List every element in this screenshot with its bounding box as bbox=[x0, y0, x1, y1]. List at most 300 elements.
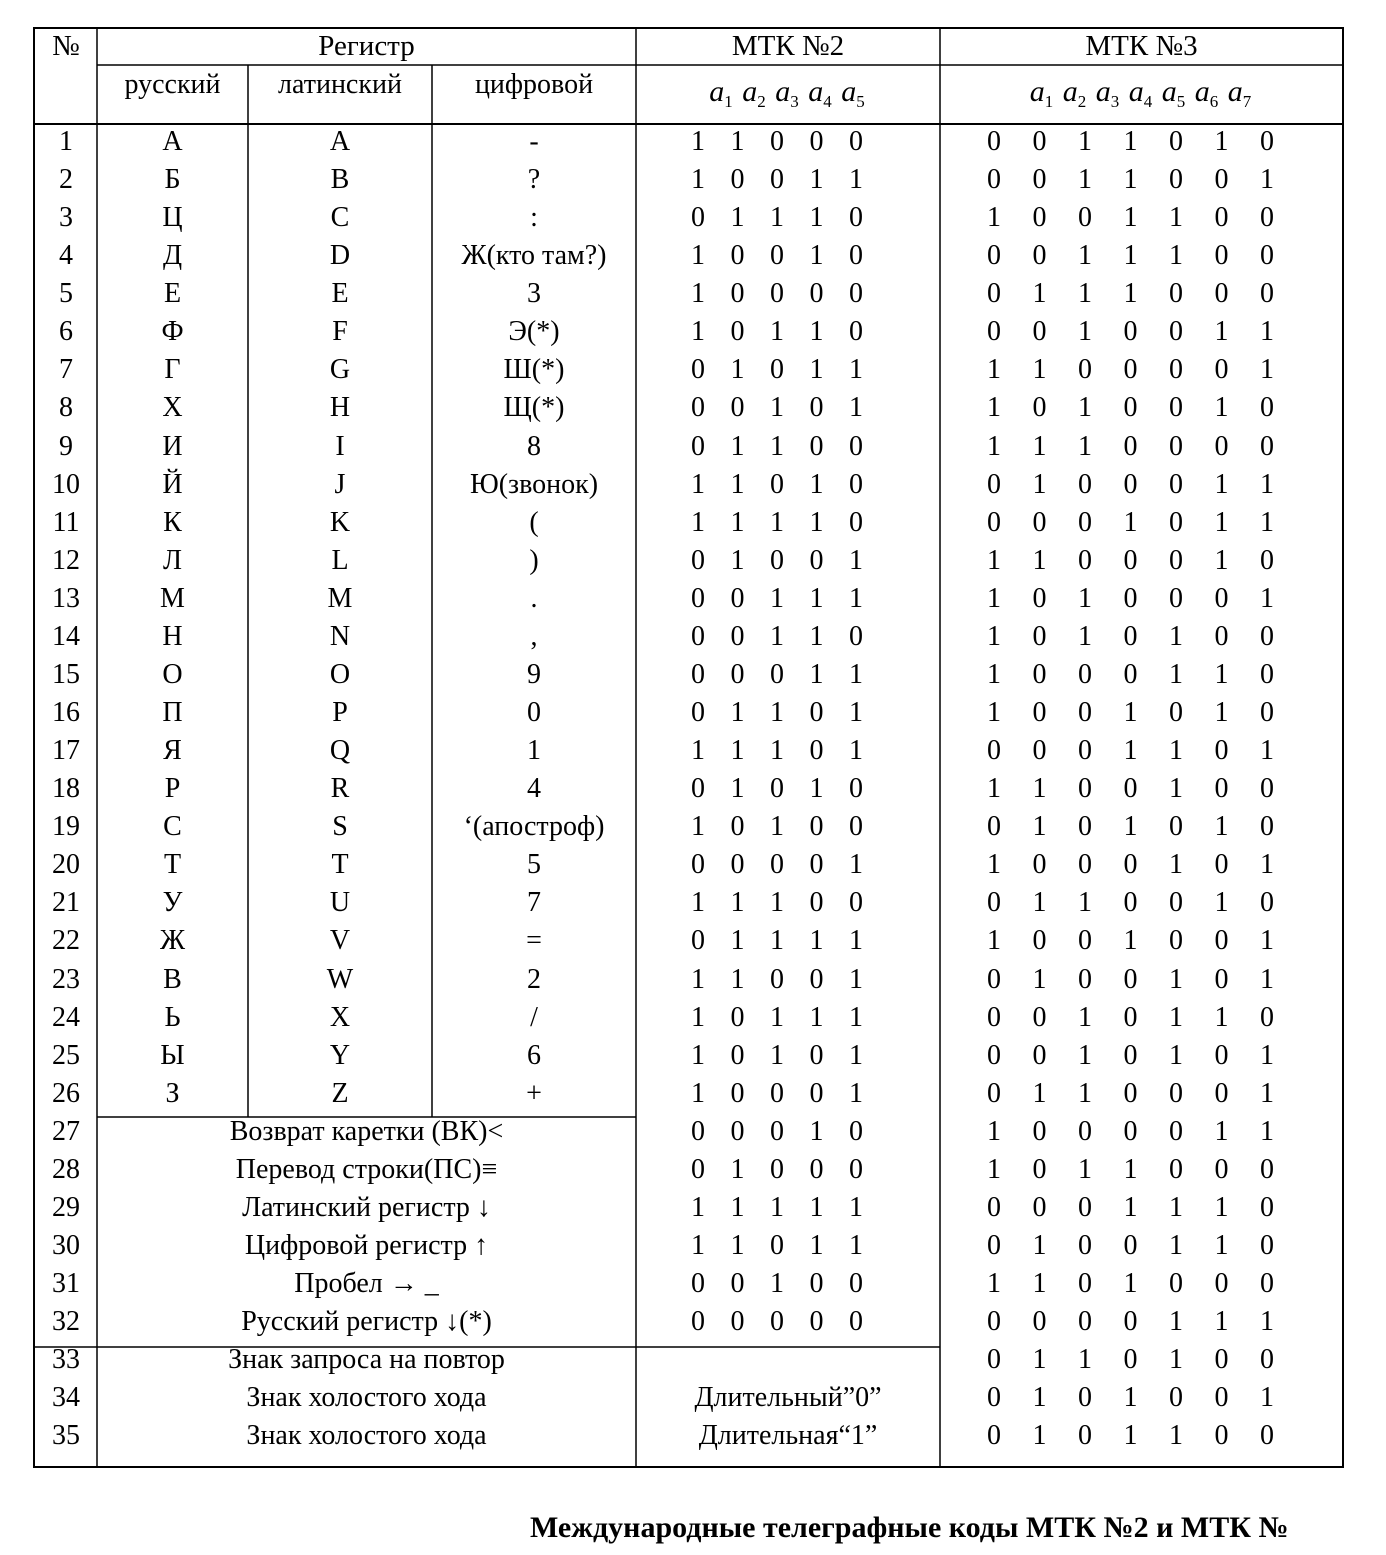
cell-digital: ? bbox=[527, 164, 541, 196]
code-bit: 1 bbox=[1169, 963, 1183, 995]
cell-russian: Ь bbox=[164, 1001, 181, 1033]
code-bit: 1 bbox=[809, 582, 824, 614]
code-bit: 0 bbox=[1214, 164, 1229, 196]
cell-russian: Х bbox=[162, 392, 183, 424]
code-bit: 0 bbox=[987, 506, 1001, 538]
code-bit: 1 bbox=[987, 354, 1001, 386]
code-bit: 0 bbox=[1214, 354, 1229, 386]
code-bit: 0 bbox=[1260, 811, 1274, 843]
code-bit: 1 bbox=[1169, 620, 1183, 652]
cell-digital: , bbox=[530, 620, 538, 652]
table-caption: Международные телеграфные коды МТК №2 и МТК № bbox=[530, 1511, 1289, 1544]
row-number: 16 bbox=[52, 697, 80, 729]
code-bit: 1 bbox=[1260, 468, 1274, 500]
code-bit: 0 bbox=[1078, 354, 1092, 386]
cell-mtk2-service: Длительный”0” bbox=[694, 1382, 882, 1414]
code-bit: 1 bbox=[1214, 126, 1229, 157]
cell-russian: Е bbox=[163, 278, 182, 310]
cell-latin: U bbox=[329, 887, 351, 919]
code-bit: 0 bbox=[1123, 544, 1138, 576]
code-bit: 0 bbox=[1260, 1344, 1274, 1376]
code-bit: 0 bbox=[1214, 1420, 1229, 1452]
code-bit: 0 bbox=[1169, 430, 1183, 462]
cell-digital: 6 bbox=[527, 1039, 541, 1071]
code-bit: 0 bbox=[770, 1306, 784, 1338]
code-bit: 1 bbox=[849, 925, 863, 957]
code-bit: 0 bbox=[1078, 735, 1092, 767]
cell-latin: Q bbox=[329, 735, 351, 767]
code-bit: 1 bbox=[770, 202, 784, 234]
code-bit: 0 bbox=[1169, 278, 1183, 310]
code-bit: 0 bbox=[1032, 392, 1047, 424]
cell-digital: 2 bbox=[527, 963, 541, 995]
code-bit: 0 bbox=[1169, 887, 1183, 919]
bit-label: $a_3$ bbox=[1095, 75, 1120, 111]
code-bit: 0 bbox=[987, 240, 1001, 272]
code-bit: 1 bbox=[1123, 164, 1138, 196]
code-bit: 0 bbox=[809, 544, 824, 576]
code-bit: 0 bbox=[987, 316, 1001, 348]
code-bit: 0 bbox=[1123, 658, 1138, 690]
code-bit: 1 bbox=[809, 164, 824, 196]
code-bit: 1 bbox=[809, 354, 824, 386]
code-bit: 0 bbox=[1260, 202, 1274, 234]
cell-russian: Ф bbox=[161, 316, 184, 348]
code-bit: 0 bbox=[1123, 430, 1138, 462]
header-russian: русский bbox=[124, 69, 221, 100]
code-bit: 1 bbox=[770, 1001, 784, 1033]
code-bit: 1 bbox=[1123, 1382, 1138, 1414]
code-bit: 0 bbox=[1032, 620, 1047, 652]
code-bit: 0 bbox=[1032, 582, 1047, 614]
code-bit: 0 bbox=[987, 1077, 1001, 1109]
code-bit: 1 bbox=[1260, 1382, 1274, 1414]
code-bit: 0 bbox=[1078, 697, 1092, 729]
code-bit: 1 bbox=[809, 925, 824, 957]
table-grid bbox=[33, 27, 1344, 1468]
code-bit: 1 bbox=[1123, 278, 1138, 310]
code-bit: 1 bbox=[730, 697, 745, 729]
code-bit: 1 bbox=[809, 1115, 824, 1147]
code-bit: 0 bbox=[1260, 658, 1274, 690]
cell-russian: С bbox=[163, 811, 182, 843]
code-bit: 1 bbox=[1078, 582, 1092, 614]
code-bit: 0 bbox=[770, 544, 784, 576]
code-bit: 0 bbox=[987, 164, 1001, 196]
header-mtk3-bits bbox=[1030, 77, 1254, 110]
row-number: 13 bbox=[52, 582, 80, 614]
code-bit: 0 bbox=[1032, 126, 1047, 157]
code-bit: 1 bbox=[730, 1230, 745, 1262]
code-bit: 0 bbox=[1078, 544, 1092, 576]
row-number: 23 bbox=[52, 963, 80, 995]
code-bit: 0 bbox=[691, 1268, 705, 1300]
code-bit: 1 bbox=[1214, 697, 1229, 729]
code-bit: 0 bbox=[691, 925, 705, 957]
code-bit: 0 bbox=[1169, 1115, 1183, 1147]
code-bit: 1 bbox=[1078, 887, 1092, 919]
code-bit: 1 bbox=[1214, 887, 1229, 919]
bit-label: $a_5$ bbox=[841, 75, 865, 111]
code-bit: 0 bbox=[1123, 468, 1138, 500]
code-bit: 0 bbox=[1123, 1344, 1138, 1376]
code-bit: 1 bbox=[809, 468, 824, 500]
code-bit: 1 bbox=[1078, 392, 1092, 424]
cell-russian: В bbox=[163, 963, 182, 995]
code-bit: 1 bbox=[1032, 1230, 1047, 1262]
code-bit: 1 bbox=[1169, 1230, 1183, 1262]
code-bit: 1 bbox=[730, 887, 745, 919]
cell-latin: O bbox=[329, 658, 351, 690]
cell-digital: 5 bbox=[527, 849, 541, 881]
code-bit: 1 bbox=[730, 1191, 745, 1223]
code-bit: 0 bbox=[770, 1115, 784, 1147]
row-number: 25 bbox=[52, 1039, 80, 1071]
code-bit: 1 bbox=[1032, 1382, 1047, 1414]
code-bit: 0 bbox=[1214, 1268, 1229, 1300]
code-bit: 0 bbox=[987, 126, 1001, 157]
header-mtk3: МТК №3 bbox=[1085, 30, 1198, 62]
cell-latin: W bbox=[326, 963, 354, 995]
code-bit: 0 bbox=[1260, 1420, 1274, 1452]
row-number: 11 bbox=[52, 506, 80, 538]
code-bit: 1 bbox=[1032, 887, 1047, 919]
code-bit: 1 bbox=[849, 1230, 863, 1262]
code-bit: 1 bbox=[1169, 658, 1183, 690]
code-bit: 0 bbox=[1214, 1153, 1229, 1185]
cell-digital: / bbox=[530, 1001, 538, 1033]
code-bit: 0 bbox=[1214, 925, 1229, 957]
code-bit: 1 bbox=[1260, 1077, 1274, 1109]
cell-latin: V bbox=[329, 925, 351, 957]
cell-latin: B bbox=[330, 164, 350, 196]
code-bit: 0 bbox=[1078, 773, 1092, 805]
cell-latin: F bbox=[332, 316, 348, 348]
code-bit: 0 bbox=[987, 278, 1001, 310]
cell-control-label: Перевод строки(ПС)≡ bbox=[235, 1153, 498, 1185]
cell-digital: 4 bbox=[527, 773, 541, 805]
code-bit: 0 bbox=[1123, 773, 1138, 805]
cell-russian: К bbox=[163, 506, 182, 538]
row-number: 12 bbox=[52, 544, 80, 576]
code-bit: 0 bbox=[770, 963, 784, 995]
code-bit: 0 bbox=[809, 1153, 824, 1185]
code-bit: 1 bbox=[1169, 1191, 1183, 1223]
code-bit: 1 bbox=[1169, 773, 1183, 805]
code-bit: 0 bbox=[730, 658, 745, 690]
code-bit: 1 bbox=[770, 925, 784, 957]
code-bit: 0 bbox=[770, 126, 784, 157]
code-bit: 1 bbox=[730, 506, 745, 538]
code-bit: 1 bbox=[691, 735, 705, 767]
code-bit: 0 bbox=[849, 278, 863, 310]
code-bit: 0 bbox=[809, 887, 824, 919]
code-bit: 1 bbox=[691, 1039, 705, 1071]
code-bit: 0 bbox=[1078, 849, 1092, 881]
code-bit: 0 bbox=[1169, 697, 1183, 729]
bit-label: $a_1$ bbox=[709, 75, 733, 111]
code-bit: 0 bbox=[1214, 963, 1229, 995]
cell-latin: A bbox=[329, 126, 351, 157]
code-bit: 1 bbox=[1032, 430, 1047, 462]
cell-digital: - bbox=[529, 126, 539, 157]
row-number: 32 bbox=[52, 1306, 80, 1338]
code-bit: 1 bbox=[770, 1039, 784, 1071]
code-bit: 1 bbox=[691, 1001, 705, 1033]
code-bit: 0 bbox=[691, 1153, 705, 1185]
cell-latin: J bbox=[334, 468, 346, 500]
code-bit: 1 bbox=[1078, 126, 1092, 157]
code-bit: 1 bbox=[1214, 1306, 1229, 1338]
code-bit: 0 bbox=[770, 849, 784, 881]
cell-latin: Y bbox=[329, 1039, 351, 1071]
code-bit: 1 bbox=[1078, 430, 1092, 462]
code-bit: 0 bbox=[987, 1191, 1001, 1223]
header-register: Регистр bbox=[318, 30, 415, 62]
row-number: 28 bbox=[52, 1153, 80, 1185]
code-bit: 1 bbox=[1123, 202, 1138, 234]
code-bit: 1 bbox=[1169, 1306, 1183, 1338]
cell-digital: ( bbox=[529, 506, 539, 538]
code-bit: 0 bbox=[1260, 887, 1274, 919]
cell-control-label: Русский регистр ↓(*) bbox=[241, 1306, 492, 1338]
code-bit: 0 bbox=[1260, 544, 1274, 576]
code-bit: 1 bbox=[1214, 392, 1229, 424]
code-bit: 1 bbox=[691, 1077, 705, 1109]
row-number: 5 bbox=[59, 278, 73, 310]
code-bit: 0 bbox=[809, 1306, 824, 1338]
code-bit: 1 bbox=[987, 582, 1001, 614]
cell-latin: M bbox=[327, 582, 353, 614]
code-bit: 0 bbox=[1169, 1382, 1183, 1414]
code-bit: 0 bbox=[809, 1077, 824, 1109]
cell-russian: Д bbox=[162, 240, 183, 272]
bit-label: $a_2$ bbox=[742, 75, 766, 111]
code-bit: 0 bbox=[1169, 392, 1183, 424]
code-bit: 1 bbox=[1032, 544, 1047, 576]
code-bit: 0 bbox=[849, 773, 863, 805]
code-bit: 0 bbox=[1032, 849, 1047, 881]
code-bit: 1 bbox=[1260, 1115, 1274, 1147]
bit-label: $a_3$ bbox=[775, 75, 799, 111]
cell-control-label: Пробел → _ bbox=[294, 1268, 439, 1300]
code-bit: 1 bbox=[987, 849, 1001, 881]
code-bit: 1 bbox=[849, 849, 863, 881]
code-bit: 1 bbox=[1078, 240, 1092, 272]
row-number: 18 bbox=[52, 773, 80, 805]
code-bit: 1 bbox=[1032, 1420, 1047, 1452]
code-bit: 1 bbox=[691, 887, 705, 919]
code-bit: 1 bbox=[987, 1268, 1001, 1300]
code-bit: 0 bbox=[1032, 1115, 1047, 1147]
code-bit: 0 bbox=[691, 202, 705, 234]
row-number: 30 bbox=[52, 1230, 80, 1262]
cell-russian: А bbox=[162, 126, 183, 157]
code-bit: 1 bbox=[987, 658, 1001, 690]
cell-mtk2-service: Длительная“1” bbox=[698, 1420, 878, 1452]
row-number: 21 bbox=[52, 887, 80, 919]
code-bit: 1 bbox=[849, 164, 863, 196]
code-bit: 1 bbox=[1260, 735, 1274, 767]
code-bit: 1 bbox=[1214, 1115, 1229, 1147]
code-bit: 0 bbox=[849, 126, 863, 157]
code-bit: 0 bbox=[1078, 811, 1092, 843]
code-bit: 0 bbox=[809, 126, 824, 157]
code-bit: 1 bbox=[1169, 1344, 1183, 1376]
cell-digital: Ж(кто там?) bbox=[461, 240, 607, 272]
code-bit: 0 bbox=[1260, 697, 1274, 729]
code-bit: 0 bbox=[1260, 1191, 1274, 1223]
cell-digital: ‘(апостроф) bbox=[463, 811, 605, 843]
code-bit: 1 bbox=[730, 1153, 745, 1185]
code-bit: 1 bbox=[730, 468, 745, 500]
code-bit: 0 bbox=[1169, 582, 1183, 614]
code-bit: 0 bbox=[1260, 620, 1274, 652]
code-bit: 0 bbox=[987, 963, 1001, 995]
cell-digital: 9 bbox=[527, 658, 541, 690]
code-bit: 1 bbox=[849, 544, 863, 576]
code-bit: 0 bbox=[1078, 963, 1092, 995]
code-bit: 1 bbox=[809, 1001, 824, 1033]
code-bit: 1 bbox=[1214, 1230, 1229, 1262]
code-bit: 0 bbox=[849, 468, 863, 500]
code-bit: 0 bbox=[1078, 1306, 1092, 1338]
cell-latin: R bbox=[330, 773, 350, 805]
code-bit: 0 bbox=[691, 773, 705, 805]
cell-digital: Ю(звонок) bbox=[469, 468, 599, 500]
code-bit: 1 bbox=[1169, 1039, 1183, 1071]
code-bit: 0 bbox=[730, 1268, 745, 1300]
code-table bbox=[33, 27, 1344, 1468]
code-bit: 0 bbox=[770, 658, 784, 690]
header-mtk2: МТК №2 bbox=[731, 30, 845, 62]
cell-latin: C bbox=[330, 202, 350, 234]
code-bit: 0 bbox=[849, 506, 863, 538]
code-bit: 0 bbox=[849, 202, 863, 234]
code-bit: 1 bbox=[849, 582, 863, 614]
code-bit: 1 bbox=[730, 202, 745, 234]
code-bit: 0 bbox=[1078, 1230, 1092, 1262]
code-bit: 0 bbox=[691, 354, 705, 386]
code-bit: 1 bbox=[1169, 202, 1183, 234]
row-number: 29 bbox=[52, 1191, 80, 1223]
row-number: 2 bbox=[59, 164, 73, 196]
code-bit: 0 bbox=[1032, 658, 1047, 690]
cell-digital: Э(*) bbox=[508, 316, 560, 348]
code-bit: 1 bbox=[987, 773, 1001, 805]
code-bit: 0 bbox=[1214, 240, 1229, 272]
cell-digital: : bbox=[530, 202, 538, 234]
cell-digital: 0 bbox=[527, 697, 541, 729]
code-bit: 0 bbox=[1032, 1191, 1047, 1223]
code-bit: 0 bbox=[1260, 278, 1274, 310]
cell-service-label: Знак холостого хода bbox=[246, 1382, 487, 1414]
code-bit: 1 bbox=[1032, 468, 1047, 500]
code-bit: 0 bbox=[1078, 658, 1092, 690]
code-bit: 1 bbox=[987, 430, 1001, 462]
code-bit: 0 bbox=[1123, 1077, 1138, 1109]
code-bit: 0 bbox=[1078, 202, 1092, 234]
cell-digital: 8 bbox=[527, 430, 541, 462]
cell-digital: = bbox=[526, 925, 542, 957]
code-bit: 1 bbox=[1214, 316, 1229, 348]
code-bit: 1 bbox=[809, 506, 824, 538]
cell-russian: Ц bbox=[162, 202, 183, 234]
code-bit: 1 bbox=[1032, 278, 1047, 310]
code-bit: 1 bbox=[809, 1230, 824, 1262]
code-bit: 0 bbox=[1032, 202, 1047, 234]
cell-russian: Ж bbox=[159, 925, 186, 957]
code-bit: 1 bbox=[809, 1191, 824, 1223]
code-bit: 0 bbox=[809, 278, 824, 310]
row-number: 14 bbox=[52, 620, 80, 652]
code-bit: 0 bbox=[809, 849, 824, 881]
row-number: 15 bbox=[52, 658, 80, 690]
cell-latin: T bbox=[331, 849, 349, 881]
code-bit: 0 bbox=[730, 1001, 745, 1033]
code-bit: 1 bbox=[691, 811, 705, 843]
code-bit: 0 bbox=[1169, 811, 1183, 843]
code-bit: 0 bbox=[809, 735, 824, 767]
code-bit: 1 bbox=[849, 963, 863, 995]
row-number: 34 bbox=[52, 1382, 80, 1414]
code-bit: 0 bbox=[1169, 925, 1183, 957]
code-bit: 1 bbox=[770, 1268, 784, 1300]
cell-latin: L bbox=[331, 544, 349, 576]
code-bit: 1 bbox=[809, 773, 824, 805]
code-bit: 0 bbox=[770, 1153, 784, 1185]
code-bit: 0 bbox=[1123, 1230, 1138, 1262]
row-number: 8 bbox=[59, 392, 73, 424]
code-bit: 1 bbox=[691, 164, 705, 196]
cell-digital: + bbox=[526, 1077, 542, 1109]
code-bit: 1 bbox=[1078, 1077, 1092, 1109]
code-bit: 1 bbox=[1123, 697, 1138, 729]
code-bit: 1 bbox=[1169, 1001, 1183, 1033]
code-bit: 1 bbox=[1260, 582, 1274, 614]
code-bit: 1 bbox=[1032, 963, 1047, 995]
code-bit: 1 bbox=[1078, 1039, 1092, 1071]
header-mtk2-bits bbox=[709, 77, 867, 110]
code-bit: 1 bbox=[1078, 164, 1092, 196]
cell-russian: З bbox=[165, 1077, 180, 1109]
code-bit: 0 bbox=[1078, 1191, 1092, 1223]
code-bit: 1 bbox=[730, 773, 745, 805]
code-bit: 1 bbox=[849, 392, 863, 424]
cell-latin: K bbox=[329, 506, 351, 538]
cell-russian: У bbox=[162, 887, 183, 919]
code-bit: 1 bbox=[1260, 1306, 1274, 1338]
code-bit: 0 bbox=[770, 354, 784, 386]
code-bit: 1 bbox=[730, 430, 745, 462]
code-bit: 0 bbox=[809, 1268, 824, 1300]
code-bit: 0 bbox=[1032, 925, 1047, 957]
cell-russian: Т bbox=[163, 849, 182, 881]
row-number: 3 bbox=[59, 202, 73, 234]
header-digital: цифровой bbox=[474, 69, 594, 100]
code-bit: 0 bbox=[770, 1077, 784, 1109]
code-bit: 0 bbox=[1169, 1153, 1183, 1185]
code-bit: 0 bbox=[849, 1153, 863, 1185]
cell-latin: I bbox=[335, 430, 345, 462]
code-bit: 1 bbox=[849, 1001, 863, 1033]
code-bit: 0 bbox=[1123, 620, 1138, 652]
code-bit: 0 bbox=[1123, 1306, 1138, 1338]
code-bit: 1 bbox=[730, 963, 745, 995]
code-bit: 1 bbox=[987, 1115, 1001, 1147]
code-bit: 0 bbox=[809, 430, 824, 462]
code-bit: 1 bbox=[1032, 811, 1047, 843]
